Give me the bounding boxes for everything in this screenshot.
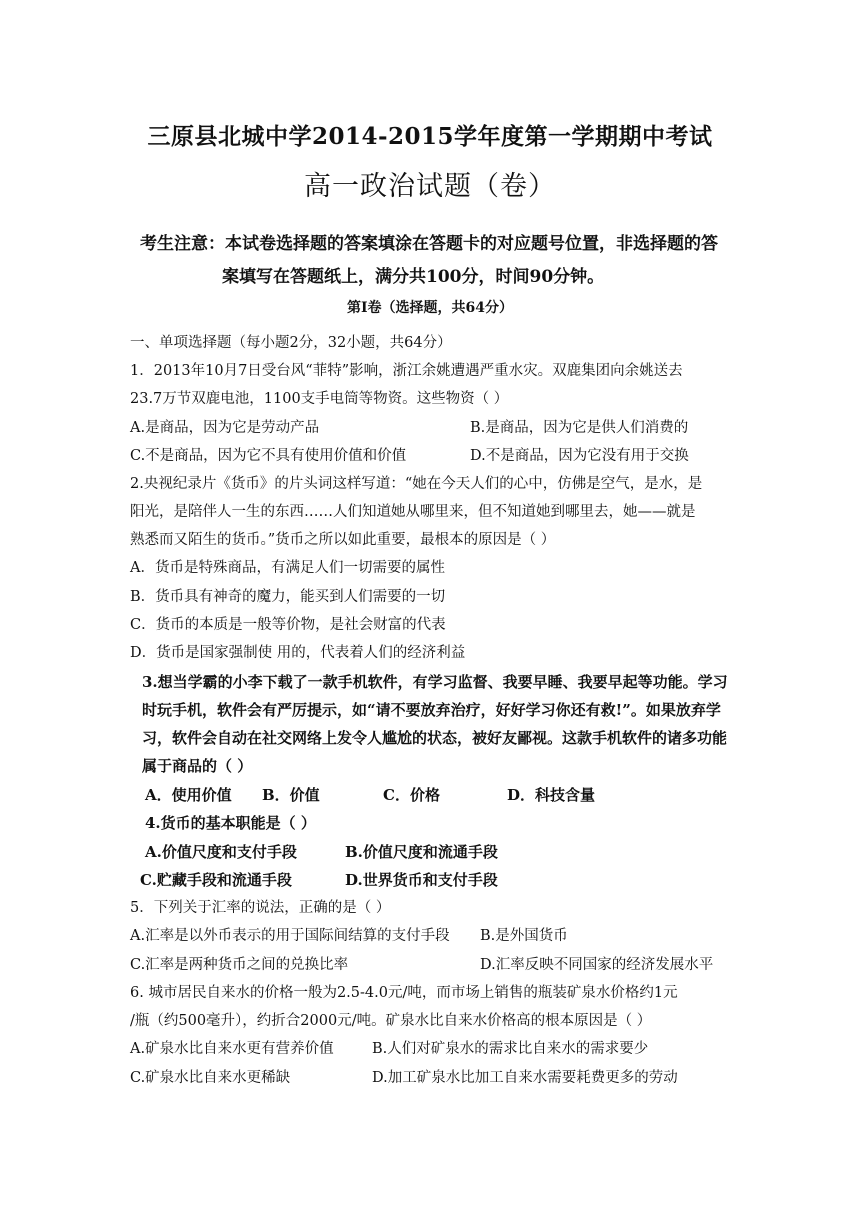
q3-stem-line-2: 时玩手机，软件会有严厉提示，如“请不要放弃治疗，好好学习你还有救!”。如果放弃学 — [142, 701, 721, 719]
q6-option-a: A.矿泉水比自来水更有营养价值 — [130, 1041, 334, 1057]
q3-option-b: B．价值 — [262, 786, 320, 804]
q1-option-b: B.是商品，因为它是供人们消费的 — [470, 420, 689, 436]
q3-stem-line-1: 3.想当学霸的小李下载了一款手机软件，有学习监督、我要早睡、我要早起等功能。学习 — [142, 673, 728, 691]
q5-stem: 5．下列关于汇率的说法，正确的是（ ） — [130, 900, 391, 916]
q1-stem-line-2: 23.7万节双鹿电池，1100支手电筒等物资。这些物资（ ） — [130, 391, 509, 407]
q6-option-c: C.矿泉水比自来水更稀缺 — [130, 1070, 291, 1086]
q1-option-d: D.不是商品，因为它没有用于交换 — [470, 448, 689, 464]
q4-option-c: C.贮藏手段和流通手段 — [140, 871, 292, 889]
q3-option-d: D．科技含量 — [507, 786, 596, 804]
exam-title: 三原县北城中学2014-2015学年度第一学期期中考试 — [147, 123, 713, 150]
q2-option-d: D．货币是国家强制使 用的，代表着人们的经济利益 — [130, 645, 466, 661]
section-heading: 一、单项选择题（每小题2分，32小题，共64分） — [130, 335, 452, 351]
q4-stem: 4.货币的基本职能是（ ） — [145, 814, 316, 832]
q6-option-b: B.人们对矿泉水的需求比自来水的需求要少 — [372, 1041, 649, 1057]
q5-option-a: A.汇率是以外币表示的用于国际间结算的支付手段 — [130, 928, 450, 944]
q5-option-d: D.汇率反映不同国家的经济发展水平 — [480, 957, 714, 973]
q3-option-c: C．价格 — [383, 786, 440, 804]
q3-stem-line-3: 习，软件会自动在社交网络上发令人尴尬的状态，被好友鄙视。这款手机软件的诸多功能 — [142, 729, 728, 747]
q6-option-d: D.加工矿泉水比加工自来水需要耗费更多的劳动 — [372, 1070, 678, 1086]
volume-heading: 第Ⅰ卷（选择题，共64分） — [346, 300, 514, 316]
q3-option-a: A．使用价值 — [145, 786, 232, 804]
q2-option-b: B．货币具有神奇的魔力，能买到人们需要的一切 — [130, 589, 446, 605]
q2-stem-line-2: 阳光，是陪伴人一生的东西……人们知道她从哪里来，但不知道她到哪里去，她——就是 — [130, 504, 696, 520]
notice-line-1: 考生注意：本试卷选择题的答案填涂在答题卡的对应题号位置，非选择题的答 — [140, 234, 718, 254]
q6-stem-line-1: 6. 城市居民自来水的价格一般为2.5-4.0元/吨，而市场上销售的瓶装矿泉水价格约1元 — [130, 985, 678, 1001]
q1-option-a: A.是商品，因为它是劳动产品 — [130, 420, 320, 436]
q2-stem-line-1: 2.央视纪录片《货币》的片头词这样写道：“她在今天人们的心中，仿佛是空气，是水，是 — [130, 476, 703, 492]
q4-option-a: A.价值尺度和支付手段 — [145, 843, 297, 861]
q1-stem-line-1: 1．2013年10月7日受台风“菲特”影响，浙江余姚遭遇严重水灾。双鹿集团向余姚送去 — [130, 363, 683, 379]
q3-stem-line-4: 属于商品的（ ） — [142, 757, 253, 775]
q5-option-b: B.是外国货币 — [480, 928, 568, 944]
notice-line-2: 案填写在答题纸上，满分共100分，时间90分钟。 — [222, 267, 605, 287]
q2-option-c: C．货币的本质是一般等价物，是社会财富的代表 — [130, 617, 446, 633]
q4-option-b: B.价值尺度和流通手段 — [345, 843, 498, 861]
q2-option-a: A．货币是特殊商品，有满足人们一切需要的属性 — [130, 560, 445, 576]
q2-stem-line-3: 熟悉而又陌生的货币。”货币之所以如此重要，最根本的原因是（ ） — [130, 532, 556, 548]
q1-option-c: C.不是商品，因为它不具有使用价值和价值 — [130, 448, 407, 464]
q5-option-c: C.汇率是两种货币之间的兑换比率 — [130, 957, 349, 973]
exam-subtitle: 高一政治试题（卷） — [304, 171, 556, 202]
q4-option-d: D.世界货币和支付手段 — [345, 871, 498, 889]
q6-stem-line-2: /瓶（约500毫升），约折合2000元/吨。矿泉水比自来水价格高的根本原因是（ ） — [130, 1013, 652, 1029]
candidate-notice — [140, 228, 740, 294]
